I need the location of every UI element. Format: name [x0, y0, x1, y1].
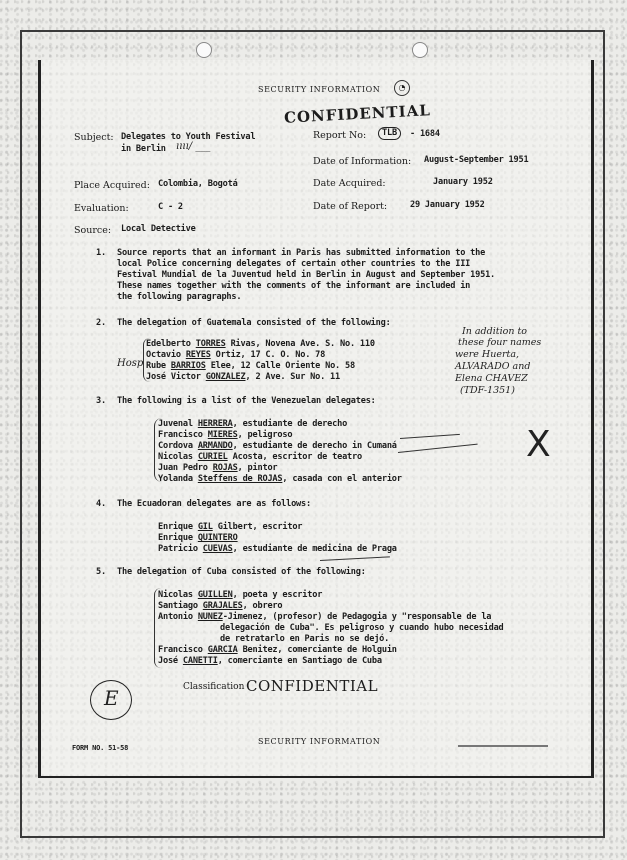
para1-line: the following paragraphs. — [117, 292, 242, 302]
evaluation-label: Evaluation: — [74, 203, 129, 214]
list-item: Octavio REYES Ortiz, 17 C. O. No. 78 — [146, 350, 326, 360]
list-item: Francisco GARCIA Benitez, comerciante de Holguin — [158, 645, 397, 655]
place-acquired-value: Colombia, Bogotá — [158, 179, 238, 189]
confidential-stamp: CONFIDENTIAL — [283, 101, 432, 127]
list-item: Patricio CUEVAS, estudiante de medicina de Praga — [158, 544, 397, 554]
list-item: Cordova ARMANDO, estudiante de derecho in Cumaná — [158, 441, 397, 451]
place-acquired-label: Place Acquired: — [74, 180, 150, 191]
subject-label: Subject: — [74, 132, 114, 143]
date-acquired-label: Date Acquired: — [313, 178, 386, 189]
source-label: Source: — [74, 225, 112, 236]
para5-intro: The delegation of Cuba consisted of the following: — [117, 567, 366, 577]
list-item: Enrique QUINTERO — [158, 533, 238, 543]
handwritten-note-line: In addition to — [462, 326, 528, 337]
para1-line: local Police concerning delegates of certain other countries to the III — [117, 259, 471, 269]
punch-hole-right — [412, 42, 428, 58]
handwritten-e-mark: E — [104, 686, 119, 710]
list-item: Juan Pedro ROJAS, pintor — [158, 463, 278, 473]
subject-value-line1: Delegates to Youth Festival — [121, 132, 256, 142]
list-item: Nicolas GUILLEN, poeta y escritor — [158, 590, 323, 600]
evaluation-value: C - 2 — [158, 202, 183, 212]
report-no-value: - 1684 — [410, 129, 440, 139]
source-value: Local Detective — [121, 224, 196, 234]
list-item-continuation: de retratarlo en Paris no se dejó. — [220, 634, 390, 644]
list-item-continuation: delegación de Cuba". Es peligroso y cuando hubo necesidad — [220, 623, 504, 633]
punch-hole-left — [196, 42, 212, 58]
para1-line: Festival Mundial de la Juventud held in Berlin in August and September 1951. — [117, 270, 496, 280]
handwritten-note-line: these four names — [458, 337, 542, 348]
security-information-header: SECURITY INFORMATION — [258, 85, 381, 94]
para3-intro: The following is a list of the Venezuelan delegates: — [117, 396, 376, 406]
form-number: FORM NO. 51-58 — [72, 744, 129, 752]
subject-value-line2: in Berlin — [121, 144, 166, 154]
stamp-circle-icon: ◔ — [394, 80, 410, 96]
date-of-report-label: Date of Report: — [313, 201, 388, 212]
list-item: Enrique GIL Gilbert, escritor — [158, 522, 303, 532]
para1-number: 1. — [96, 248, 106, 258]
list-item: José CANETTI, comerciante en Santiago de Cuba — [158, 656, 382, 666]
printer-line — [458, 745, 548, 747]
classification-label: Classification — [183, 682, 245, 692]
classification-value: CONFIDENTIAL — [246, 677, 379, 695]
list-item: Yolanda Steffens de ROJAS, casada con el anterior — [158, 474, 402, 484]
date-acquired-value: January 1952 — [433, 177, 493, 187]
handwritten-x-mark: X — [526, 424, 551, 465]
list-item: José Victor GONZALEZ, 2 Ave. Sur No. 11 — [146, 372, 341, 382]
para2-number: 2. — [96, 318, 106, 328]
para3-number: 3. — [96, 396, 106, 406]
para4-intro: The Ecuadoran delegates are as follows: — [117, 499, 311, 509]
list-item: Antonio NUNEZ-Jimenez, (profesor) de Pedagogia y "responsable de la — [158, 612, 492, 622]
handwritten-note-line: (TDF-1351) — [460, 385, 515, 396]
para1-line: Source reports that an informant in Paris has submitted information to the — [117, 248, 486, 258]
handwritten-note-line: were Huerta, — [455, 349, 520, 360]
list-item: Juvenal HERRERA, estudiante de derecho — [158, 419, 348, 429]
report-no-prefix: TLB — [378, 127, 401, 140]
list-item: Rube BARRIOS Elee, 12 Calle Oriente No. 58 — [146, 361, 355, 371]
date-of-report-value: 29 January 1952 — [410, 200, 485, 210]
handwritten-subject-scribble: ıııı/ ___ — [176, 141, 211, 152]
list-item: Francisco MIERES, peligroso — [158, 430, 293, 440]
para2-intro: The delegation of Guatemala consisted of the following: — [117, 318, 391, 328]
para4-number: 4. — [96, 499, 106, 509]
list-item: Nicolas CURIEL Acosta, escritor de teatro — [158, 452, 362, 462]
date-of-information-value: August-September 1951 — [424, 155, 529, 165]
report-no-label: Report No: — [313, 130, 367, 141]
list-item: Santiago GRAJALES, obrero — [158, 601, 283, 611]
para1-line: These names together with the comments of the informant are included in — [117, 281, 471, 291]
para5-number: 5. — [96, 567, 106, 577]
date-of-information-label: Date of Information: — [313, 156, 412, 167]
list-item: Edelberto TORRES Rivas, Novena Ave. S. No. 110 — [146, 339, 375, 349]
security-information-footer: SECURITY INFORMATION — [258, 737, 381, 746]
handwritten-note-line: Elena CHAVEZ — [455, 373, 528, 384]
handwritten-note-line: ALVARADO and — [455, 361, 531, 372]
handwritten-hosp-mark: Hosp — [117, 358, 144, 369]
